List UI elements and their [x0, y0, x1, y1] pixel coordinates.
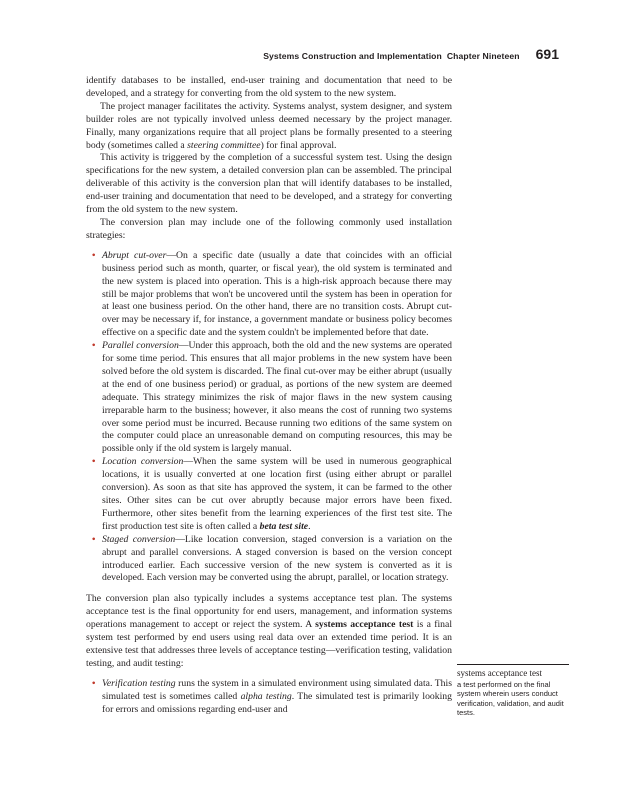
- main-text-column: [86, 75, 452, 717]
- list-item: [92, 340, 452, 456]
- steering-committee-term: steering committee: [187, 139, 261, 151]
- list-item: [92, 456, 452, 533]
- bullet-icon: •: [92, 677, 96, 689]
- installation-strategies-list: [86, 250, 452, 586]
- paragraph-3: This activity is triggered by the completion of a successful system test. Using the design specifications for the new system, a detailed conversion plan can be assembled. The principal deliverable of this activity is the conversion plan that will identify databases to be installed, end-user training and documentation that need to be developed, and a strategy for converting from the old system to the new system.: [86, 152, 452, 216]
- page-number: 691: [535, 46, 559, 62]
- paragraph-5: [86, 593, 452, 670]
- bullet-icon: •: [92, 533, 96, 545]
- systems-acceptance-test-term: systems acceptance test: [315, 619, 414, 631]
- list-item: [92, 533, 452, 586]
- bullet-text: —Under this approach, both the old and the new systems are operated for some time period. This ensures that all major problems in the new system have been solved before the old system is discarded. The final cut-over may be either abrupt (usually at the end of one business period) or gradual, as portions of the new system are deemed adequate. This strategy minimizes the risk of major flaws in the new system causing irreparable harm to the business; however, it also means the cost of running two systems over some period must be incurred. Because running two editions of the same system on the computer could place an unreasonable demand on computing resources, this may be possible only if the old system is largely manual.: [102, 340, 452, 455]
- margin-term: systems acceptance test: [457, 668, 542, 678]
- beta-test-site-term: beta test site: [259, 520, 309, 532]
- running-title-text: Systems Construction and Implementation: [263, 51, 442, 61]
- paragraph-5-text-b: is a final system test performed by end users using real data over an extended time period. It is an extensive test that addresses three levels of acceptance testing—verification testing, validation testing, and audit testing:: [86, 619, 453, 669]
- acceptance-testing-list: [86, 678, 452, 717]
- margin-definition-text: a test performed on the final system wherein users conduct verification, validation, and audit tests.: [457, 680, 564, 718]
- alpha-testing-term: alpha testing: [240, 690, 292, 702]
- bullet-term: Staged conversion: [102, 533, 176, 545]
- bullet-term: Verification testing: [102, 677, 176, 689]
- bullet-text: runs the system in a simulated environment using simulated data. This simulated test is sometimes called: [102, 677, 452, 702]
- running-title: [263, 51, 519, 61]
- chapter-label: Chapter Nineteen: [446, 51, 520, 61]
- bullet-text: —Like location conversion, staged conversion is a variation on the abrupt and parallel conversions. A staged conversion is based on the version concept introduced earlier. Each successive version of the new system is converted as it is developed. Each version may be converted using the abrupt, parallel, or location strategy.: [102, 533, 452, 584]
- paragraph-2: [86, 101, 452, 153]
- bullet-term: Location conversion: [102, 456, 184, 468]
- bullet-text: —When the same system will be used in numerous geographical locations, it is usually converted at one location first (using either abrupt or parallel conversion). As soon as that site has approved the system, it can be farmed to the other sites. Other sites can be cut over abruptly because major errors have been fixed. Furthermore, other sites benefit from the learning experiences of the first test site. The first production test site is often called a: [102, 456, 452, 532]
- list-item: [92, 249, 453, 340]
- paragraph-2-text-a: The project manager facilitates the activity. Systems analyst, system designer, and system builder roles are not typically involved unless deemed necessary by the project manager. Finally, many organizations require that all project plans be formally presented to a steering body (sometimes called a: [86, 100, 452, 151]
- paragraph-4: The conversion plan may include one of the following commonly used installation strategies:: [86, 216, 452, 241]
- list-item: [92, 677, 452, 717]
- paragraph-5-text-a: The conversion plan also typically includes a systems acceptance test plan. The systems acceptance test is the final opportunity for end users, management, and information systems operations management to accept or reject the system. A: [86, 593, 452, 631]
- bullet-text: —On a specific date (usually a date that coincides with an official business period such as month, quarter, or fiscal year), the old system is terminated and the new system is placed into operation. This is a high-risk approach because there may still be major problems that won't be uncovered until the system has been in operation for at least one business period. On the other hand, there are no transition costs. Abrupt cut-over may be necessary if, for instance, a government mandate or business policy becomes effective on a specific date and the system couldn't be implemented before that date.: [102, 249, 453, 339]
- bullet-icon: •: [92, 456, 96, 468]
- bullet-text-end: . The simulated test is primarily looking for errors and omissions regarding end-user and: [102, 690, 452, 715]
- bullet-term: Parallel conversion: [102, 340, 179, 352]
- bullet-term: Abrupt cut-over: [102, 249, 167, 261]
- paragraph-2-text-b: ) for final approval.: [260, 139, 337, 151]
- bullet-icon: •: [92, 249, 96, 261]
- margin-definition: [457, 664, 569, 718]
- bullet-text-end: .: [308, 520, 311, 532]
- paragraph-1: identify databases to be installed, end-user training and documentation that need to be developed, and a strategy for converting from the old system to the new system.: [86, 75, 452, 99]
- running-header: [263, 46, 559, 62]
- bullet-icon: •: [92, 340, 96, 352]
